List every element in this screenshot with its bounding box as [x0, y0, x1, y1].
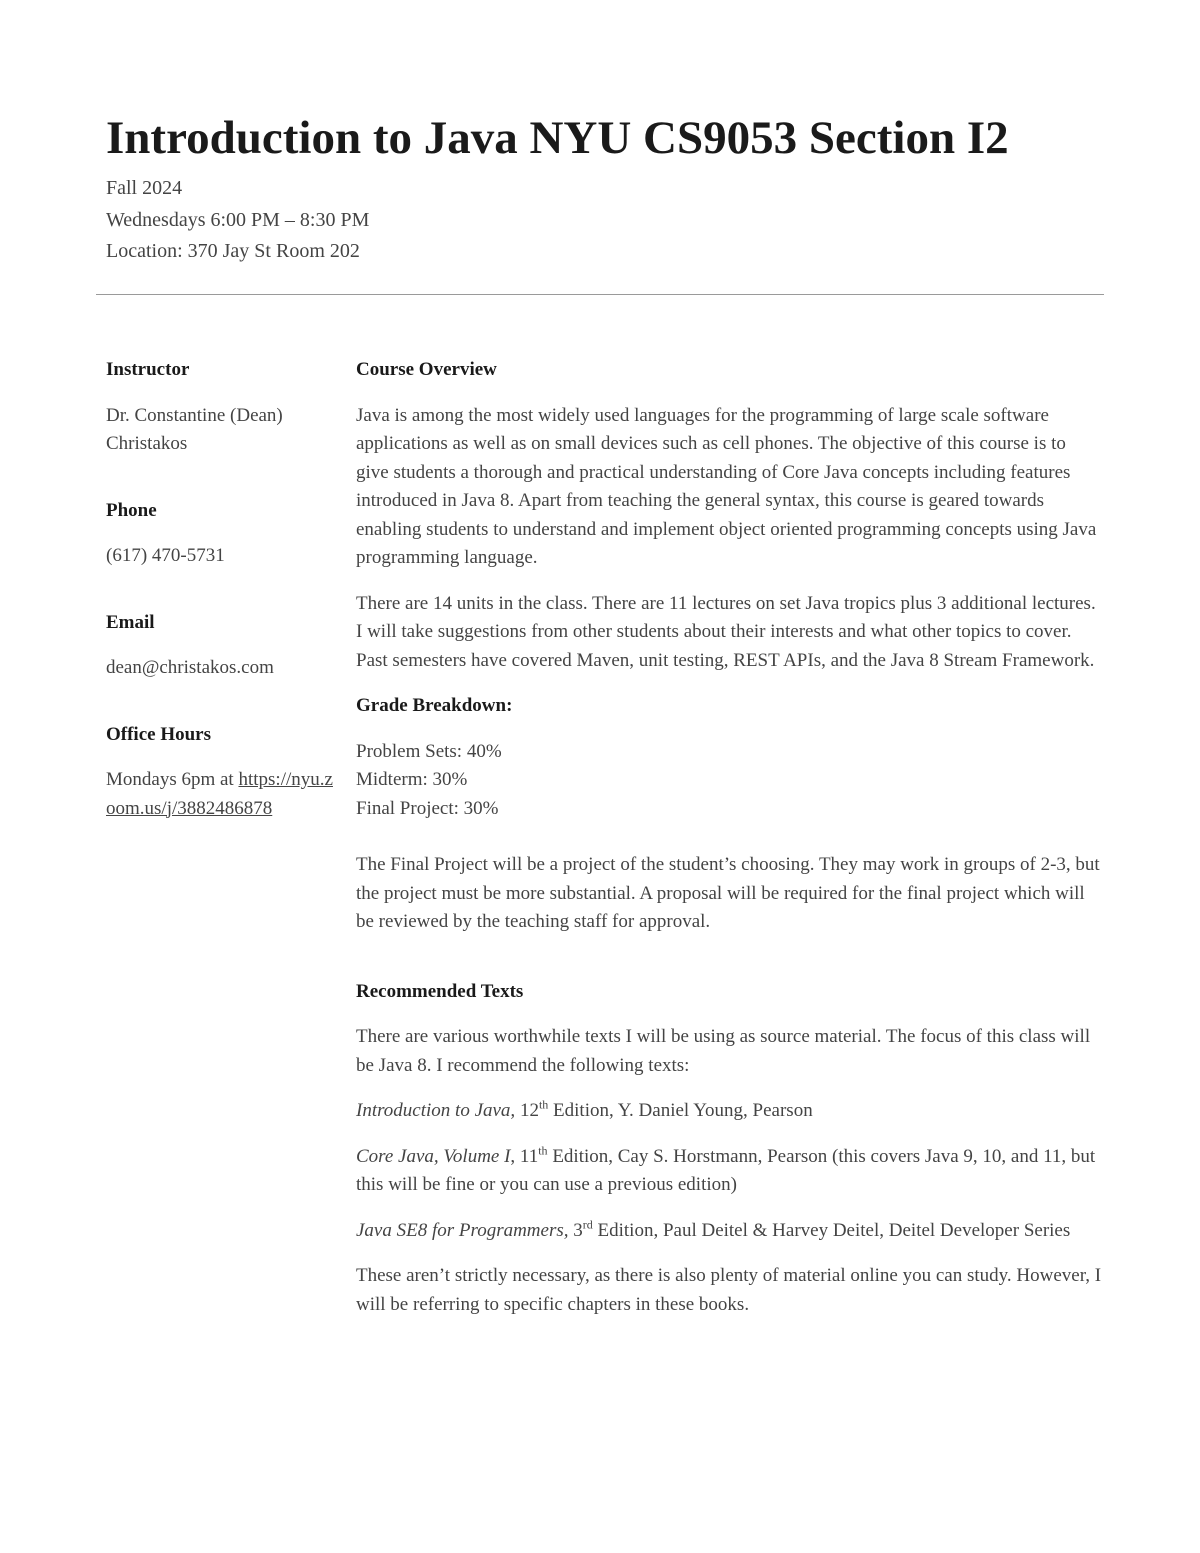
grade-breakdown-heading: Grade Breakdown: [356, 695, 513, 716]
recommended-texts-heading: Recommended Texts [356, 980, 524, 1002]
texts-intro: There are various worthwhile texts I will be using as source material. The focus of this class will be Java 8. I recommend the following texts: [356, 1026, 1091, 1076]
contact-sidebar [106, 356, 342, 861]
units-paragraph: There are 14 units in the class. There are 11 lectures on set Java tropics plus 3 additional lectures. I will take suggestions from other students about their interests and what other topics to cover. Past semesters have covered Maven, unit testing, REST APIs, and the Java 8 Stream Framework. [356, 592, 1096, 671]
office-hours-text: Mondays 6pm at [106, 769, 239, 790]
phone-value: (617) 470-5731 [106, 545, 225, 566]
grade-list [356, 738, 1102, 824]
page-title: Introduction to Java NYU CS9053 Section I2 [106, 112, 1009, 164]
zoom-link[interactable]: https://nyu.zoom.us/j/3882486878 [106, 769, 333, 819]
grade-item: Problem Sets: 40% [356, 740, 502, 762]
book-title: Core Java, Volume I [356, 1145, 511, 1167]
course-schedule: Wednesdays 6:00 PM – 8:30 PM [106, 208, 370, 231]
book-title: Introduction to Java, [356, 1100, 516, 1121]
office-hours-label: Office Hours [106, 723, 212, 745]
grade-item: Final Project: 30% [356, 797, 499, 819]
book-title: Java SE8 for Programmers, [356, 1219, 569, 1241]
email-value: dean@christakos.com [106, 657, 274, 678]
email-label: Email [106, 611, 155, 633]
book-entry: Core Java, Volume I, 11th Edition, Cay S. Horstmann, Pearson (this covers Java 9, 10, and 11, but this will be fine or you can use a previous edition) [356, 1143, 1096, 1195]
book-entry: Java SE8 for Programmers, 3rd Edition, Paul Deitel & Harvey Deitel, Deitel Developer Series [356, 1217, 1071, 1241]
grade-item: Midterm: 30% [356, 769, 468, 790]
course-location: Location: 370 Jay St Room 202 [106, 240, 360, 262]
course-term: Fall 2024 [106, 177, 183, 199]
course-overview-heading: Course Overview [356, 359, 497, 380]
header-divider [96, 294, 1104, 295]
course-info [106, 173, 369, 268]
book-entry: Introduction to Java, 12th Edition, Y. Daniel Young, Pearson [356, 1097, 813, 1121]
final-project-note: The Final Project will be a project of the student’s choosing. They may work in groups of 2-3, but the project must be more substantial. A proposal will be required for the final project which will be reviewed by the teaching staff for approval. [356, 854, 1100, 932]
phone-label: Phone [106, 499, 157, 521]
main-content [356, 356, 1102, 1336]
overview-paragraph: Java is among the most widely used languages for the programming of large scale software applications as well as on small devices such as cell phones. The objective of this course is to give students a thorough and practical understanding of Core Java concepts including features introduced in Java 8. Apart from teaching the general syntax, this course is geared towards enabling students to understand and implement object oriented programming concepts using Java programming language. [356, 404, 1097, 568]
instructor-label: Instructor [106, 359, 190, 380]
texts-closing: These aren’t strictly necessary, as there is also plenty of material online you can study. However, I will be referring to specific chapters in these books. [356, 1265, 1102, 1315]
instructor-name: Dr. Constantine (Dean) Christakos [106, 404, 283, 454]
office-hours-value [106, 766, 342, 823]
